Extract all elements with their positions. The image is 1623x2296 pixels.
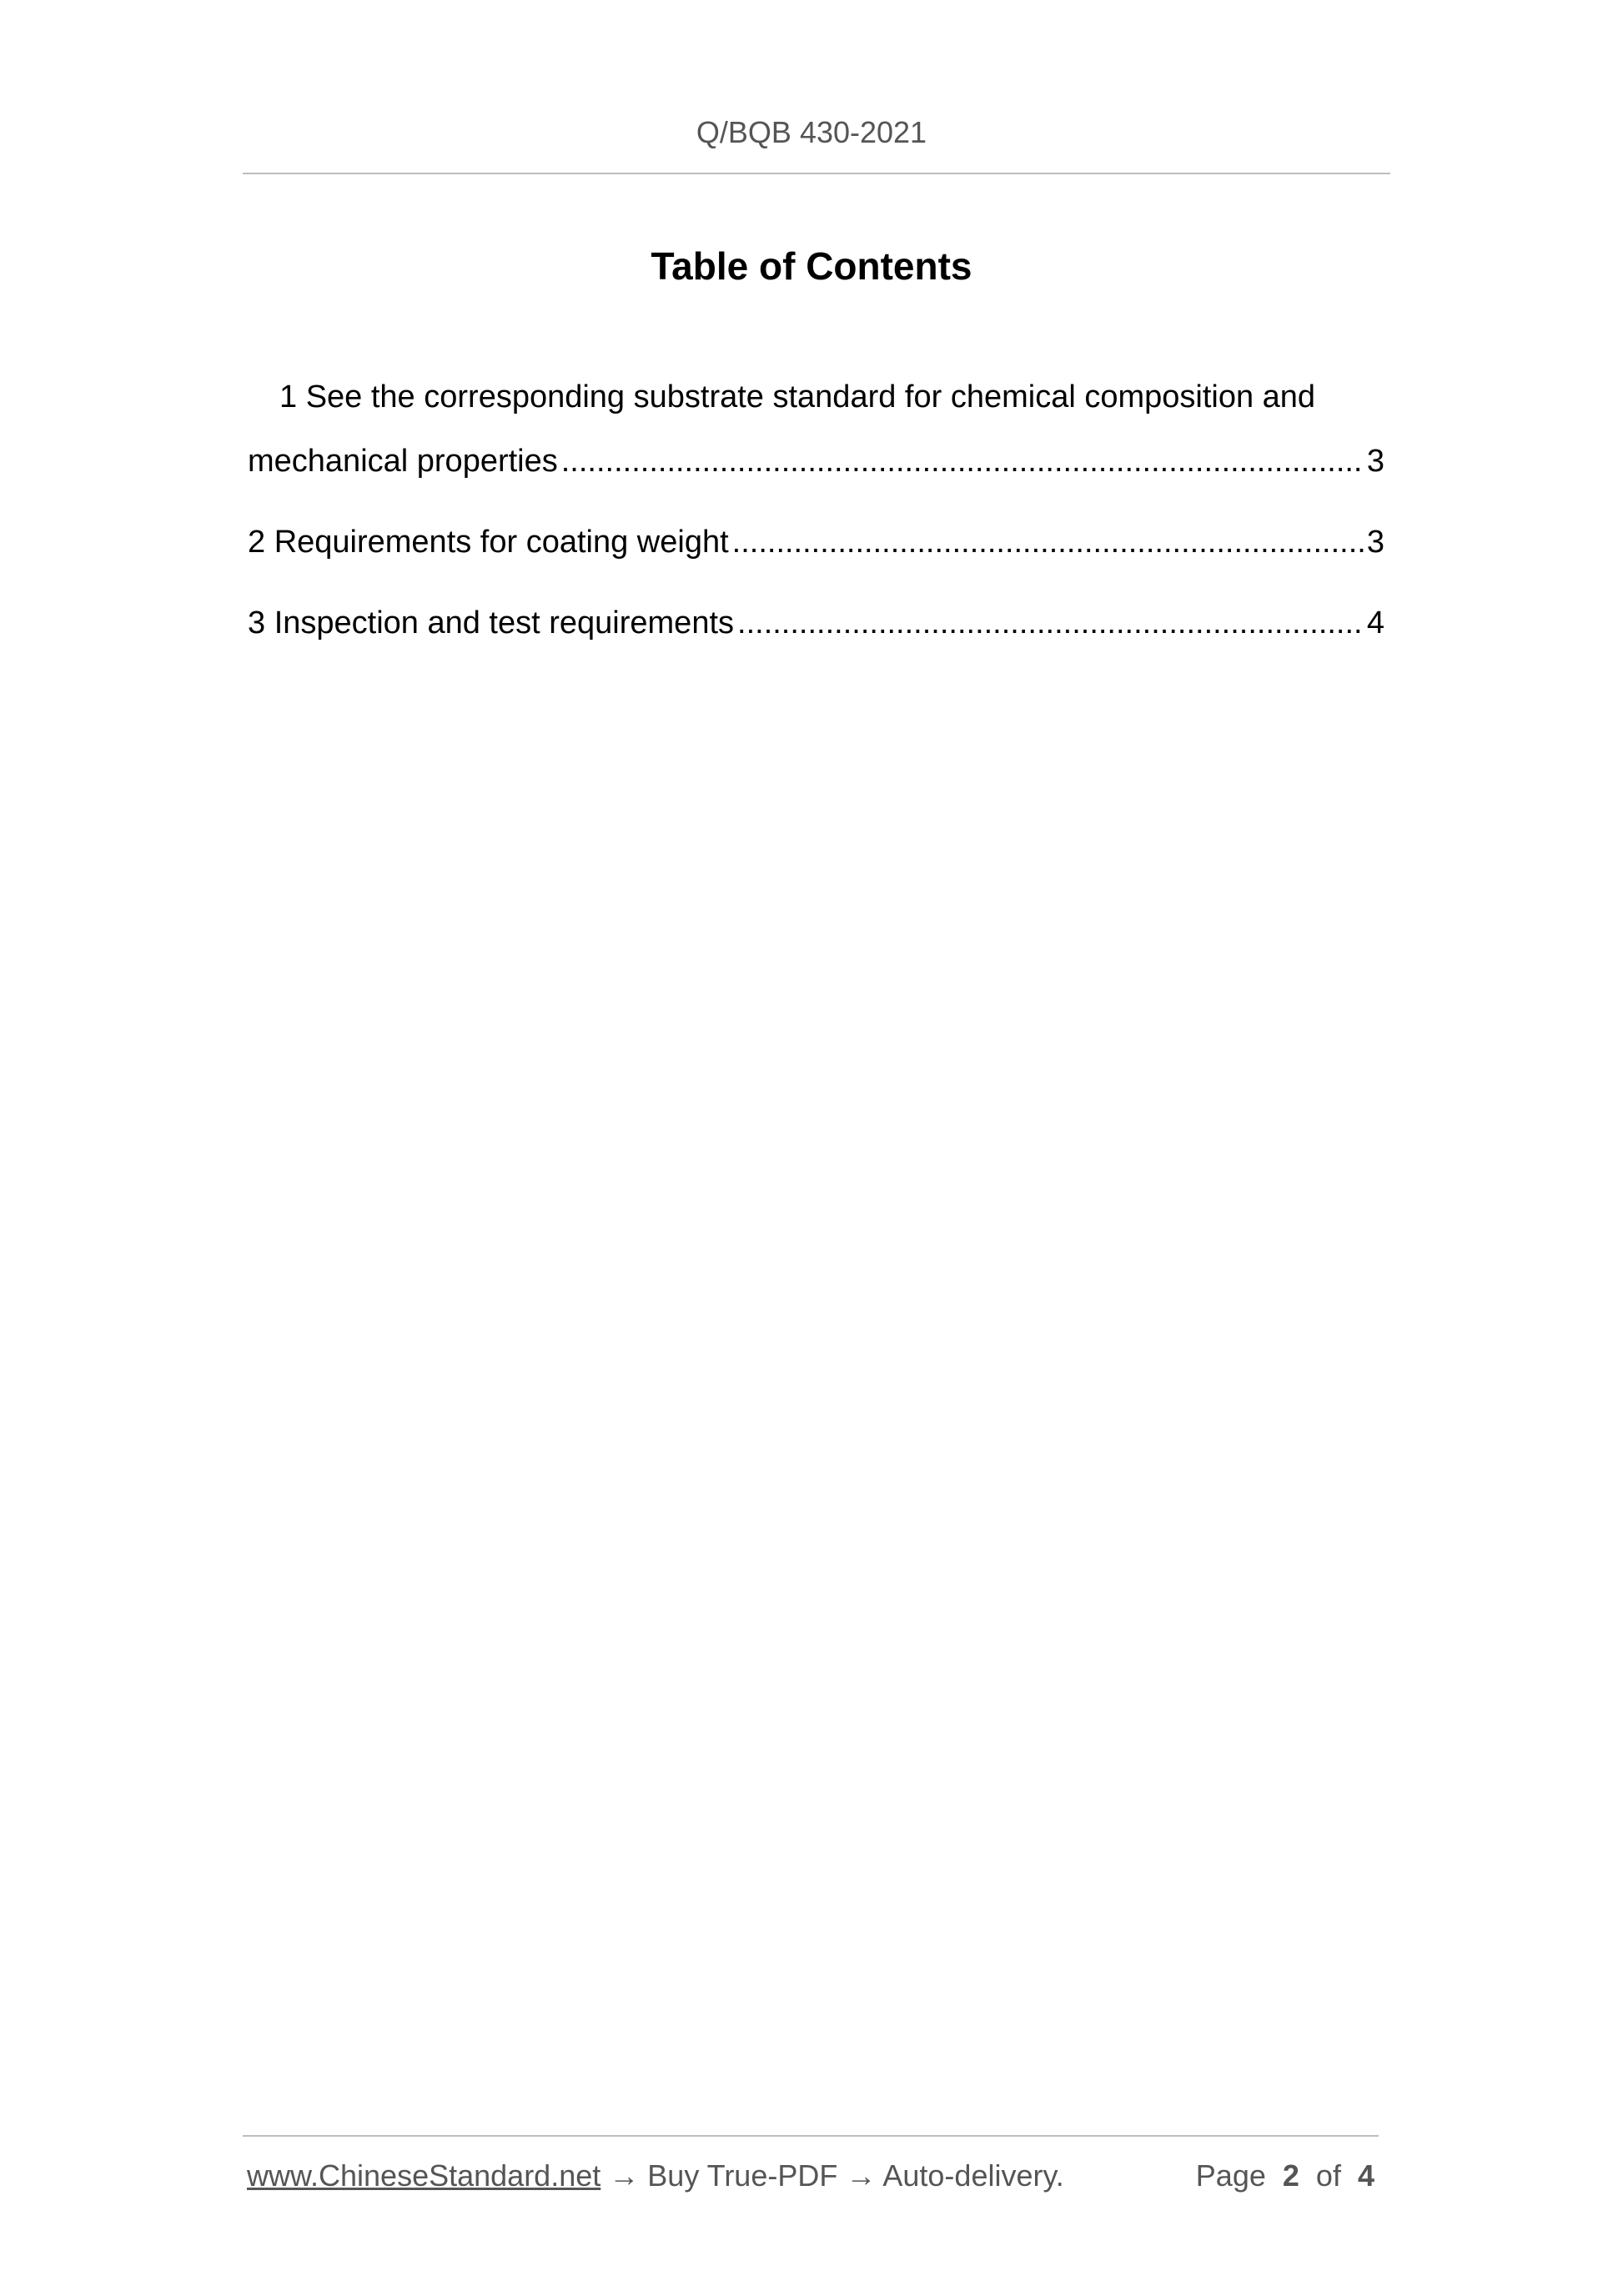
delivery-text: Auto-delivery.	[882, 2158, 1064, 2193]
toc-entry-2[interactable]	[248, 525, 1384, 560]
arrow-right-icon: →	[846, 2158, 877, 2193]
toc-entry-3-text: 3 Inspection and test requirements	[248, 605, 735, 641]
page-label: Page	[1195, 2158, 1266, 2193]
page-indicator	[1196, 2158, 1374, 2193]
dot-leader	[732, 525, 1364, 560]
buy-text: Buy True-PDF	[647, 2158, 838, 2193]
toc-entry-1-line2: mechanical properties	[248, 444, 558, 479]
page-total: 4	[1357, 2158, 1374, 2193]
arrow-right-icon: →	[609, 2158, 640, 2193]
page-footer	[247, 2158, 1374, 2193]
document-code: Q/BQB 430-2021	[696, 115, 927, 149]
toc-entry-2-page: 3	[1366, 525, 1384, 560]
header-divider	[243, 173, 1390, 174]
footer-promo	[247, 2158, 1064, 2193]
toc-entry-3-page: 4	[1366, 605, 1384, 641]
footer-divider	[243, 2135, 1379, 2137]
toc-title: Table of Contents	[651, 244, 972, 288]
page-current: 2	[1282, 2158, 1299, 2193]
dot-leader	[737, 605, 1364, 641]
toc-entry-3[interactable]	[248, 605, 1384, 641]
of-label: of	[1315, 2158, 1341, 2193]
toc-entry-2-text: 2 Requirements for coating weight	[248, 525, 729, 560]
toc-entry-1-line1[interactable]: 1 See the corresponding substrate standard for chemical composition and	[279, 379, 1316, 414]
dot-leader	[561, 444, 1364, 480]
toc-entry-1-page: 3	[1366, 444, 1384, 479]
website-link[interactable]: www.ChineseStandard.net	[247, 2158, 601, 2193]
toc-entry-1[interactable]	[248, 444, 1384, 480]
